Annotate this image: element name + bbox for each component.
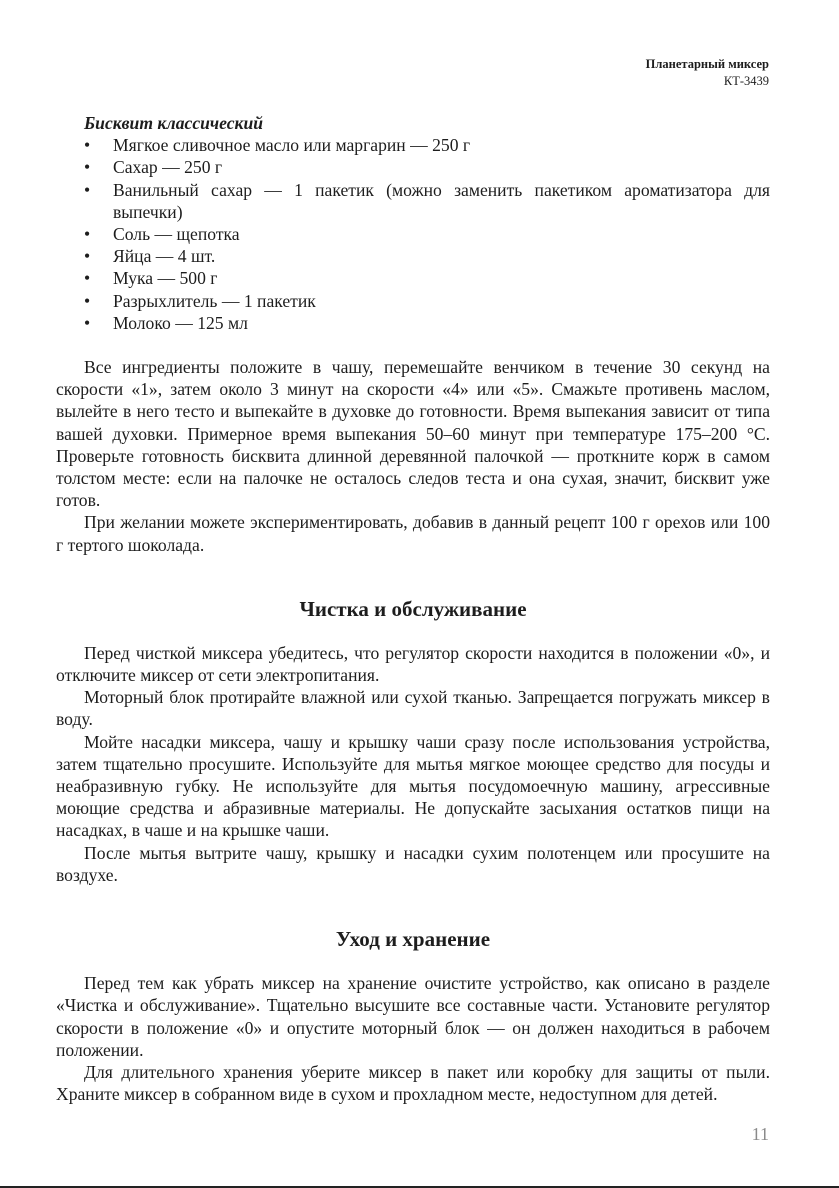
list-item [56,156,770,178]
recipe-paragraph: При желании можете экспериментировать, добавив в данный рецепт 100 г орехов или 100 г тертого шоколада. [56,512,770,555]
list-item [56,290,770,312]
cleaning-paragraph: Моторный блок протирайте влажной или сухой тканью. Запрещается погружать миксер в воду. [56,687,770,730]
storage-heading: Уход и хранение [335,927,491,952]
list-item [56,134,770,156]
bullet-icon: • [84,179,91,200]
bullet-icon: • [84,135,91,156]
storage-paragraph: Для длительного хранения уберите миксер в пакет или коробку для защиты от пыли. Храните миксер в собранном виде в сухом и прохладном месте, недоступном для детей. [56,1061,770,1105]
cleaning-paragraph: Перед чисткой миксера убедитесь, что регулятор скорости находится в положении «0», и отключите миксер от сети электропитания. [56,642,770,686]
recipe-paragraph: Все ингредиенты положите в чашу, перемешайте венчиком в течение 30 секунд на скорости «1», затем около 3 минут на скорости «4» или «5». Смажьте противень маслом, вылейте в него тесто и выпекайте в духовке до готовности. Время выпекания зависит от типа вашей духовки. Примерное время выпекания 50–60 минут при температуре 175–200 °С. Проверьте готовность бисквита длинной деревянной палочкой — проткните корж в самом толстом месте: если на палочке не осталось следов теста и она сухая, значит, бисквит уже готов. [56,357,770,511]
ingredient-text: Разрыхлитель — 1 пакетик [113,290,316,311]
list-item [56,223,770,245]
header-product-title: Планетарный миксер [645,57,769,71]
ingredient-text: Сахар — 250 г [113,157,223,178]
page-number: 11 [751,1124,769,1144]
page-content [56,112,770,1105]
bullet-icon: • [84,157,91,178]
ingredients-list [56,134,770,334]
cleaning-paragraph: Мойте насадки миксера, чашу и крышку чаши сразу после использования устройства, затем тщательно просушите. Используйте для мытья мягкое моющее средство для посуды и неабразивную губку. Не используйте для мытья посудомоечную машину, агрессивные моющие средства и абразивные материалы. Не допускайте засыхания остатков пищи на насадках, в чаше и на крышке чаши. [56,731,770,841]
bullet-icon: • [84,312,91,333]
ingredient-text: Мягкое сливочное масло или маргарин — 250 г [113,135,471,156]
list-item [56,245,770,267]
header-model: КТ-3439 [723,74,769,88]
bullet-icon: • [84,224,91,245]
cleaning-paragraph: После мытья вытрите чашу, крышку и насадки сухим полотенцем или просушите на воздухе. [56,842,770,885]
ingredient-text: Ванильный сахар — 1 пакетик (можно заменить пакетиком ароматизатора для выпечки) [113,179,770,222]
recipe-title: Бисквит классический [84,113,264,133]
ingredient-text: Молоко — 125 мл [113,312,248,333]
page-header [646,56,769,90]
ingredient-text: Мука — 500 г [113,268,218,289]
storage-paragraph: Перед тем как убрать миксер на хранение очистите устройство, как описано в разделе «Чистка и обслуживание». Тщательно высушите все составные части. Установите регулятор скорости в положение «0» и опустите моторный блок — он должен находиться в рабочем положении. [56,973,770,1060]
bullet-icon: • [84,246,91,267]
cleaning-heading: Чистка и обслуживание [299,596,527,621]
list-item [56,267,770,289]
bullet-icon: • [84,268,91,289]
list-item [56,179,770,223]
ingredient-text: Яйца — 4 шт. [113,246,216,267]
spacer [56,334,770,356]
ingredient-text: Соль — щепотка [113,224,240,245]
list-item [56,312,770,334]
bullet-icon: • [84,290,91,311]
